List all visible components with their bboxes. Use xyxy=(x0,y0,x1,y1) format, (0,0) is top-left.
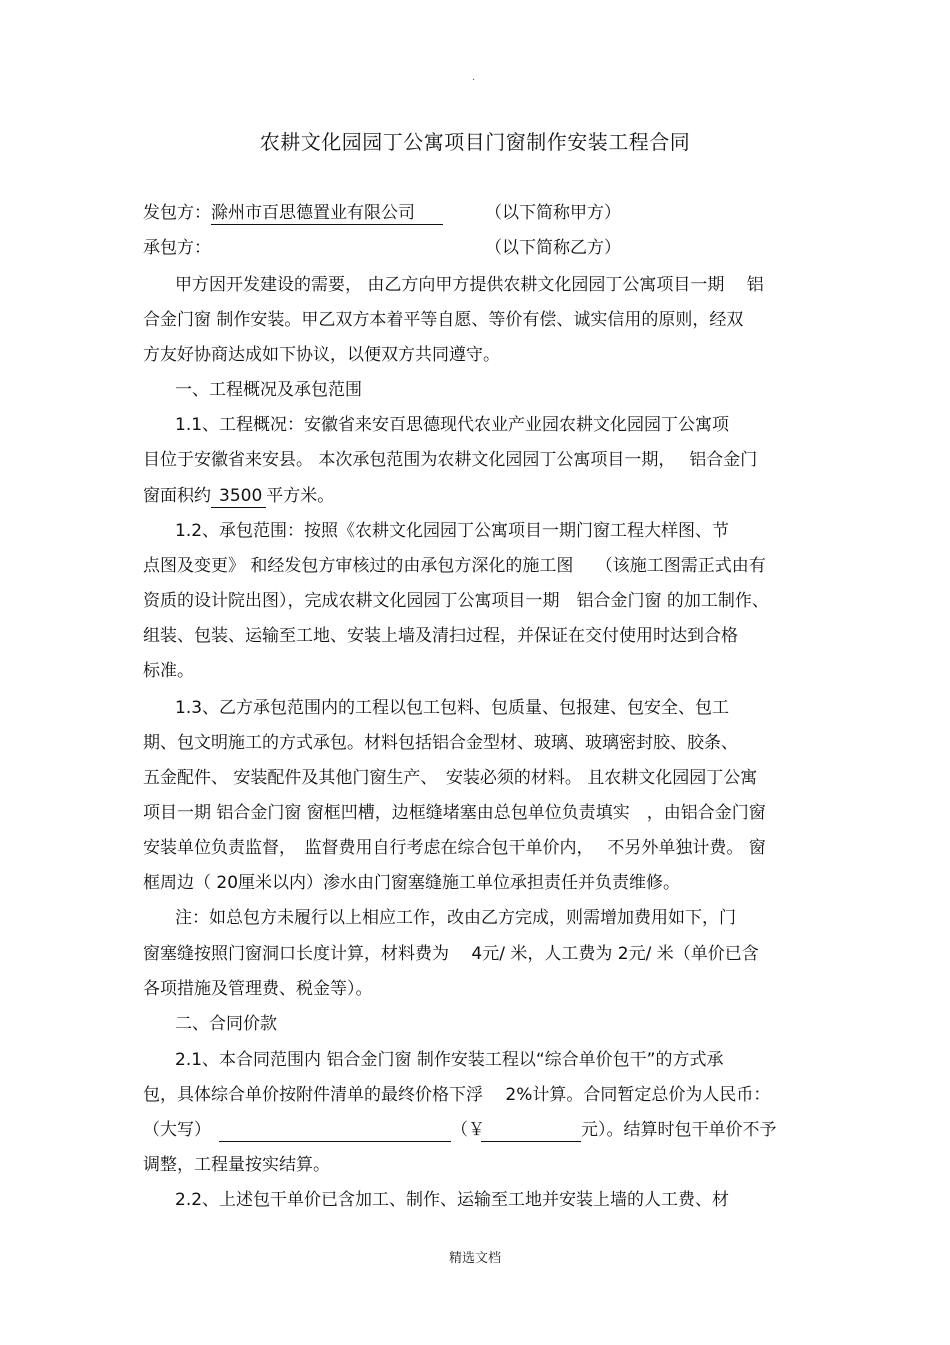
clause-1-2-line-3: 资质的设计院出图），完成农耕文化园园丁公寓项目一期 铝合金门窗 的加工制作、 xyxy=(143,591,769,611)
section-heading-1: 一、工程概况及承包范围 xyxy=(175,380,362,400)
clause-1-3-line-6: 框周边（ 20厘米以内）渗水由门窗塞缝施工单位承担责任并负责维修。 xyxy=(143,873,681,893)
clause-1-3-line-4: 项目一期 铝合金门窗 窗框凹槽，边框缝堵塞由总包单位负责填实 ，由铝合金门窗 xyxy=(143,803,766,823)
header-mark: . xyxy=(472,72,476,83)
clause-2-1-line-2: 包，具体综合单价按附件清单的最终价格下浮 2%计算。合同暂定总价为人民币： xyxy=(143,1085,771,1105)
clause-1-3-line-5: 安装单位负责监督， 监督费用自行考虑在综合包干单价内， 不另外单独计费。 窗 xyxy=(143,838,766,858)
area-value: 3500 xyxy=(211,485,266,508)
clause-2-1-line-3: （大写） （￥ 元）。结算时包干单价不予 xyxy=(143,1120,777,1140)
clause-1-1-line-2: 目位于安徽省来安县。 本次承包范围为农耕文化园园丁公寓项目一期， 铝合金门 xyxy=(143,450,758,470)
clause-1-2-line-1: 1.2、承包范围：按照《农耕文化园园丁公寓项目一期门窗工程大样图、节 xyxy=(175,521,730,541)
party-a-label: 发包方： xyxy=(143,203,211,223)
clause-1-3-line-3: 五金配件、 安装配件及其他门窗生产、 安装必须的材料。 且农耕文化园园丁公寓 xyxy=(143,768,758,788)
amount-words-blank xyxy=(219,1119,451,1142)
clause-2-1-line-4: 调整，工程量按实结算。 xyxy=(143,1155,330,1175)
section-heading-2: 二、合同价款 xyxy=(175,1014,277,1034)
clause-2-2-line-1: 2.2、上述包干单价已含加工、制作、运输至工地并安装上墙的人工费、材 xyxy=(175,1190,730,1210)
preamble-line-1: 甲方因开发建设的需要， 由乙方向甲方提供农耕文化园园丁公寓项目一期 铝 xyxy=(175,275,764,295)
note-line-2: 窗塞缝按照门窗洞口长度计算，材料费为 4元/ 米，人工费为 2元/ 米（单价已含 xyxy=(143,944,759,964)
clause-1-2-line-5: 标准。 xyxy=(143,661,194,681)
party-b-label: 承包方： xyxy=(143,238,211,258)
party-a-name: 滁州市百思德置业有限公司 xyxy=(211,202,443,225)
contract-title: 农耕文化园园丁公寓项目门窗制作安装工程合同 xyxy=(259,130,691,154)
clause-1-2-line-4: 组装、包装、运输至工地、安装上墙及清扫过程，并保证在交付使用时达到合格 xyxy=(143,626,738,646)
party-a-line xyxy=(143,202,621,225)
note-line-3: 各项措施及管理费、税金等）。 xyxy=(143,979,373,999)
clause-1-3-line-1: 1.3、乙方承包范围内的工程以包工包料、包质量、包报建、包安全、包工 xyxy=(175,698,730,718)
page-footer: 精选文档 xyxy=(448,1251,501,1266)
note-line-1: 注：如总包方未履行以上相应工作，改由乙方完成，则需增加费用如下，门 xyxy=(175,908,736,928)
preamble-line-2: 合金门窗 制作安装。甲乙双方本着平等自愿、等价有偿、诚实信用的原则，经双 xyxy=(143,310,744,330)
party-b-line xyxy=(143,237,621,259)
clause-1-1-line-1: 1.1、工程概况：安徽省来安百思德现代农业产业园农耕文化园园丁公寓项 xyxy=(175,415,730,435)
party-a-note: （以下简称甲方） xyxy=(485,203,621,223)
party-b-note: （以下简称乙方） xyxy=(485,238,621,258)
clause-1-2-line-2: 点图及变更》 和经发包方审核过的由承包方深化的施工图 （该施工图需正式由有 xyxy=(143,556,766,576)
clause-2-1-line-1: 2.1、本合同范围内 铝合金门窗 制作安装工程以“综合单价包干”的方式承 xyxy=(175,1050,724,1070)
amount-number-blank xyxy=(481,1119,581,1142)
clause-1-1-line-3: 窗面积约 3500 平方米。 xyxy=(143,486,335,506)
preamble-line-3: 方友好协商达成如下协议，以便双方共同遵守。 xyxy=(143,345,500,365)
clause-1-3-line-2: 期、包文明施工的方式承包。材料包括铝合金型材、玻璃、玻璃密封胶、胶条、 xyxy=(143,733,738,753)
